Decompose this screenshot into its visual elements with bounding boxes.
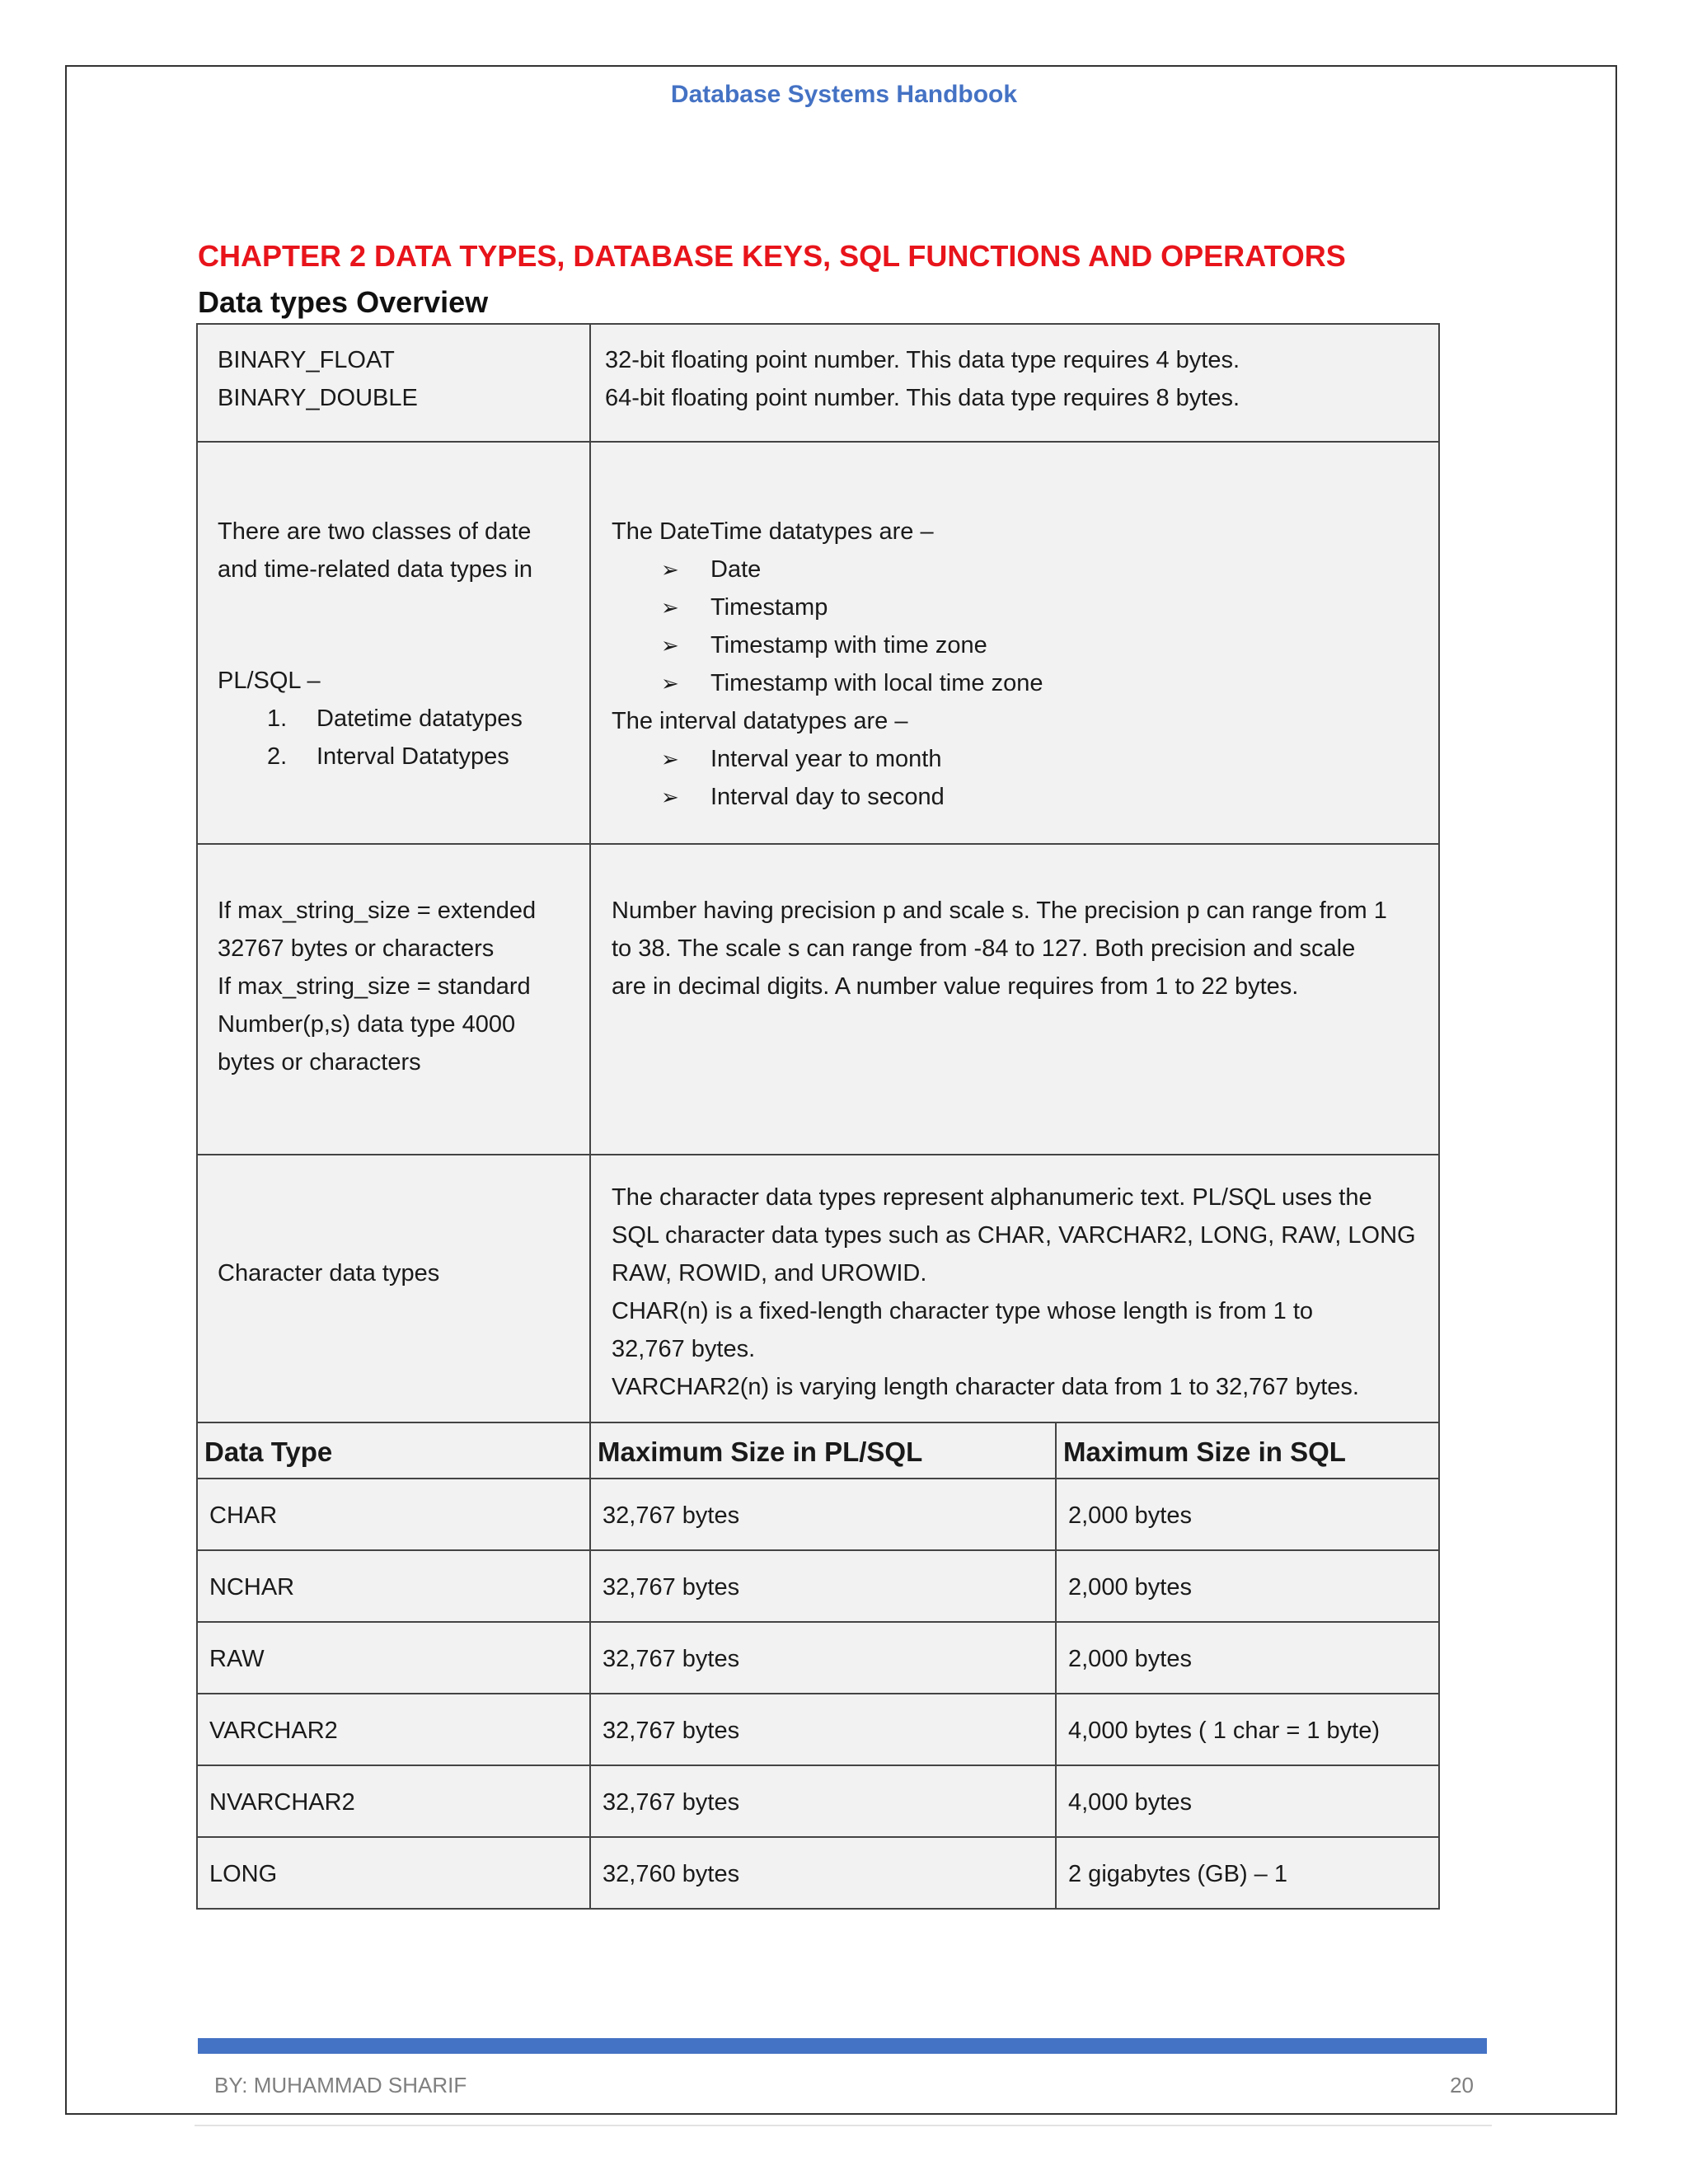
size-row-varchar2-type xyxy=(196,1693,591,1766)
table-cell: CHAR xyxy=(209,1502,278,1529)
interval-heading: The interval datatypes are – xyxy=(612,708,908,734)
size-table-header-sql xyxy=(1055,1422,1440,1479)
datetime-item-timestamp: ➢ Timestamp xyxy=(612,588,1043,626)
overview-row3-right-cell xyxy=(589,843,1440,1155)
number-description-line1: Number having precision p and scale s. The precision p can range from 1 xyxy=(612,898,1387,924)
arrow-bullet-icon: ➢ xyxy=(661,785,679,809)
number-left-line3: If max_string_size = standard xyxy=(218,973,531,1000)
size-row-char-plsql xyxy=(589,1478,1057,1551)
table-cell: 32,767 bytes xyxy=(603,1646,740,1672)
character-description-line4: CHAR(n) is a fixed-length character type whose length is from 1 to xyxy=(612,1298,1314,1324)
table-cell: RAW xyxy=(209,1646,265,1672)
table-cell: NCHAR xyxy=(209,1574,295,1601)
character-description-line1: The character data types represent alphanumeric text. PL/SQL uses the xyxy=(612,1184,1372,1211)
overview-row1-left-cell xyxy=(196,323,591,443)
table-cell: 32,767 bytes xyxy=(603,1502,740,1529)
character-types-label: Character data types xyxy=(218,1260,440,1286)
overview-row2-left-cell xyxy=(196,441,591,845)
footer-author: BY: MUHAMMAD SHARIF xyxy=(214,2073,467,2097)
number-left-line1: If max_string_size = extended xyxy=(218,898,537,924)
section-title: Data types Overview xyxy=(198,285,489,319)
size-row-raw-sql xyxy=(1055,1621,1440,1694)
size-table-header-datatype xyxy=(196,1422,591,1479)
character-description-line3: RAW, ROWID, and UROWID. xyxy=(612,1260,927,1286)
table-cell: VARCHAR2 xyxy=(209,1718,338,1744)
size-row-char-type xyxy=(196,1478,591,1551)
size-row-nchar-sql xyxy=(1055,1549,1440,1623)
arrow-bullet-icon: ➢ xyxy=(661,595,679,620)
plsql-label: PL/SQL – xyxy=(218,668,321,694)
interval-item-year-month: ➢ Interval year to month xyxy=(612,740,1043,778)
table-cell: 2,000 bytes xyxy=(1068,1646,1192,1672)
table-cell: 32,767 bytes xyxy=(603,1718,740,1744)
arrow-bullet-icon: ➢ xyxy=(661,633,679,658)
chapter-title: CHAPTER 2 DATA TYPES, DATABASE KEYS, SQL FUNCTIONS AND OPERATORS xyxy=(198,239,1346,273)
overview-row4-right-cell xyxy=(589,1154,1440,1423)
table-cell: NVARCHAR2 xyxy=(209,1789,355,1816)
arrow-bullet-icon: ➢ xyxy=(661,671,679,696)
binary-double-description: 64-bit floating point number. This data type requires 8 bytes. xyxy=(605,385,1240,411)
binary-float-label: BINARY_FLOAT xyxy=(218,347,395,373)
datetime-item-timestamp-ltz: ➢ Timestamp with local time zone xyxy=(612,664,1043,702)
number-left-line5: bytes or characters xyxy=(218,1049,421,1076)
binary-double-label: BINARY_DOUBLE xyxy=(218,385,418,411)
overview-row2-right-cell xyxy=(589,441,1440,845)
number-description-line3: are in decimal digits. A number value requires from 1 to 22 bytes. xyxy=(612,973,1299,1000)
size-row-raw-type xyxy=(196,1621,591,1694)
number-left-line2: 32767 bytes or characters xyxy=(218,935,495,962)
size-row-nchar-plsql xyxy=(589,1549,1057,1623)
datetime-item-timestamp-tz: ➢ Timestamp with time zone xyxy=(612,626,1043,664)
table-cell: 4,000 bytes xyxy=(1068,1789,1192,1816)
datetime-intro-line1: There are two classes of date xyxy=(218,518,532,545)
running-header: Database Systems Handbook xyxy=(670,81,1018,108)
overview-row3-left-cell xyxy=(196,843,591,1155)
table-cell: 4,000 bytes ( 1 char = 1 byte) xyxy=(1068,1718,1381,1744)
number-left-line4: Number(p,s) data type 4000 xyxy=(218,1011,516,1038)
datetime-heading: The DateTime datatypes are – xyxy=(612,518,934,545)
size-row-nvarchar2-plsql xyxy=(589,1765,1057,1838)
numbered-item-interval: 2. Interval Datatypes xyxy=(267,743,509,770)
overview-row4-left-cell xyxy=(196,1154,591,1423)
column-header-data-type: Data Type xyxy=(204,1436,333,1467)
footer-accent-bar xyxy=(198,2038,1487,2054)
arrow-bullet-icon: ➢ xyxy=(661,557,679,582)
size-row-varchar2-plsql xyxy=(589,1693,1057,1766)
size-row-nvarchar2-type xyxy=(196,1765,591,1838)
character-description-line5: 32,767 bytes. xyxy=(612,1336,756,1362)
character-description-line6: VARCHAR2(n) is varying length character data from 1 to 32,767 bytes. xyxy=(612,1374,1359,1400)
binary-float-description: 32-bit floating point number. This data type requires 4 bytes. xyxy=(605,347,1240,373)
column-header-sql-size: Maximum Size in SQL xyxy=(1063,1436,1346,1467)
size-row-long-sql xyxy=(1055,1836,1440,1910)
table-cell: 32,767 bytes xyxy=(603,1789,740,1816)
table-cell: 32,760 bytes xyxy=(603,1861,740,1887)
size-row-varchar2-sql xyxy=(1055,1693,1440,1766)
column-header-plsql-size: Maximum Size in PL/SQL xyxy=(598,1436,923,1467)
table-cell: LONG xyxy=(209,1861,278,1887)
size-row-nvarchar2-sql xyxy=(1055,1765,1440,1838)
table-cell: 32,767 bytes xyxy=(603,1574,740,1601)
size-row-long-plsql xyxy=(589,1836,1057,1910)
page-number: 20 xyxy=(1450,2073,1474,2097)
datetime-intro-line2: and time-related data types in xyxy=(218,556,533,583)
table-cell: 2 gigabytes (GB) – 1 xyxy=(1068,1861,1287,1887)
number-description-line2: to 38. The scale s can range from -84 to 127. Both precision and scale xyxy=(612,935,1356,962)
bottom-rule xyxy=(195,2125,1492,2126)
size-row-long-type xyxy=(196,1836,591,1910)
character-description-line2: SQL character data types such as CHAR, VARCHAR2, LONG, RAW, LONG xyxy=(612,1222,1416,1249)
size-row-raw-plsql xyxy=(589,1621,1057,1694)
arrow-bullet-icon: ➢ xyxy=(661,747,679,771)
numbered-item-datetime: 1. Datetime datatypes xyxy=(267,705,523,732)
size-row-char-sql xyxy=(1055,1478,1440,1551)
size-row-nchar-type xyxy=(196,1549,591,1623)
size-table-header-plsql xyxy=(589,1422,1057,1479)
table-cell: 2,000 bytes xyxy=(1068,1574,1192,1601)
table-cell: 2,000 bytes xyxy=(1068,1502,1192,1529)
interval-item-day-second: ➢ Interval day to second xyxy=(612,778,1043,816)
datetime-item-date: ➢ Date xyxy=(612,551,1043,588)
overview-row1-right-cell xyxy=(589,323,1440,443)
